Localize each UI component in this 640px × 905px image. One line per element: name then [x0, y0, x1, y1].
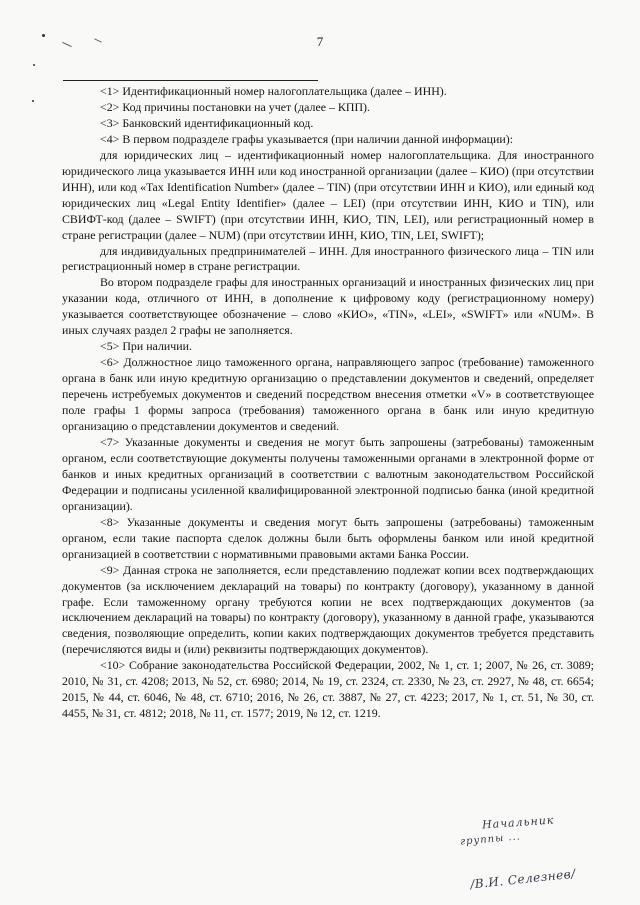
footnote-6: <6> Должностное лицо таможенного органа, направляющего запрос (требование) таможенного органа в банк или иную кредитную организацию о представлении документов и сведений, определяет перечень истребуемых документов и сведений посредством внесения отметки «V» в соответствующее поле графы 1 формы запроса (требования) таможенного органа в банк или иную кредитную организацию о представлении документов и сведений.: [62, 355, 594, 434]
footnote-4-individuals: для индивидуальных предпринимателей – ИНН. Для иностранного физического лица – TIN или регистрационный номер в стране регистрации.: [62, 243, 594, 274]
footnote-7: <7> Указанные документы и сведения не могут быть запрошены (затребованы) таможенным органом, если соответствующие документы получены таможенными органами в электронной форме от банков и иных кредитных организаций в соответствии с валютным законодательством Российской Федерации и подписаны усиленной квалифицированной электронной подписью банка (иной кредитной организации).: [62, 434, 594, 513]
footnote-4-second-subsection: Во втором подразделе графы для иностранных организаций и иностранных физических лиц при указании кода, отличного от ИНН, в дополнение к цифровому коду (регистрационному номеру) указывается соответствующее обозначение – слово «КИО», «TIN», «LEI», «SWIFT» или «NUM». В иных случаях раздел 2 графы не заполняется.: [62, 275, 594, 338]
footnote-3: <3> Банковский идентификационный код.: [100, 115, 314, 130]
page-number: 7: [316, 34, 324, 49]
signature-line: /В.И. Селезнев/: [469, 866, 577, 892]
signature-line: группы ...: [459, 831, 522, 848]
scan-speck: [33, 64, 35, 66]
handwritten-signature: [458, 808, 618, 900]
footnote-8: <8> Указанные документы и сведения могут быть запрошены (затребованы) таможенным органом, если такие паспорта сделок должны были быть оформлены банком или иной кредитной организацией в соответствии с нормативными правовыми актами Банка России.: [62, 514, 594, 561]
footnotes-body: [62, 84, 594, 722]
footnote-2: <2> Код причины постановки на учет (далее – КПП).: [100, 99, 370, 114]
footnote-1: <1> Идентификационный номер налогоплательщика (далее – ИНН).: [100, 84, 447, 98]
footnote-5: <5> При наличии.: [100, 339, 192, 354]
footnote-4: <4> В первом подразделе графы указывается (при наличии данной информации):: [100, 131, 514, 146]
footnote-separator: [63, 80, 318, 81]
scan-speck: [32, 100, 34, 102]
signature-line: Начальник: [481, 813, 555, 832]
footnote-9: <9> Данная строка не заполняется, если представлению подлежат копии всех подтверждающих документов (за исключением деклараций на товары) по контракту (договору), указанному в данной графе. Если таможенному органу требуются копии не всех подтверждающих документов (за исключением деклараций на товары) по контракту (договору), указанному в данной графе, указываются сведения, позволяющие определить, копии каких подтверждающих документов требуется представить (перечисляются виды и (или) реквизиты подтверждающих документов).: [62, 562, 594, 657]
footnote-10: <10> Собрание законодательства Российской Федерации, 2002, № 1, ст. 1; 2007, № 26, ст. 3089; 2010, № 31, ст. 4208; 2013, № 52, ст. 6980; 2014, № 19, ст. 2324, ст. 2330, № 23, ст. 2927, № 48, ст. 6654; 2015, № 44, ст. 6046, № 48, ст. 6710; 2016, № 26, ст. 3887, № 27, ст. 4223; 2017, № 1, ст. 51, № 30, ст. 4455, № 31, ст. 4812; 2018, № 11, ст. 1577; 2019, № 12, ст. 1219.: [62, 658, 594, 721]
footnote-4-legal-entities: для юридических лиц – идентификационный номер налогоплательщика. Для иностранного юридического лица указывается ИНН или код иностранной организации (далее – КИО) (при отсутствии ИНН), или код «Tax Identification Number» (далее – TIN) (при отсутствии ИНН и КИО), или единый код юридических лиц «Legal Entity Identifier» (далее – LEI) (при отсутствии ИНН, КИО и TIN), или СВИФТ-код (далее – SWIFT) (при отсутствии ИНН, КИО, TIN, LEI), или регистрационный номер в стране регистрации (далее – NUM) (при отсутствии ИНН, КИО, TIN, LEI, SWIFT);: [62, 147, 594, 242]
